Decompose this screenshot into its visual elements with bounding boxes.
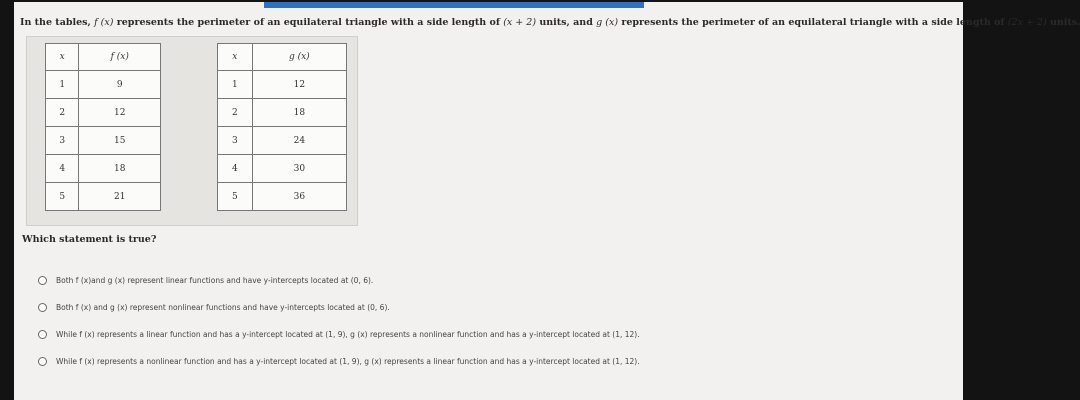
table-f [45,43,161,211]
answer-option[interactable] [38,321,640,348]
answer-options [38,267,640,375]
table-header-row [46,44,161,71]
table-row: 3 24 [218,127,347,155]
answer-option[interactable] [38,267,640,294]
radio-button[interactable] [38,276,47,285]
header-x: x [218,44,253,71]
radio-button[interactable] [38,357,47,366]
table-row: 5 36 [218,183,347,211]
table-row: 2 18 [218,99,347,127]
table-row: 1 9 [46,71,161,99]
progress-bar [264,2,644,8]
answer-option[interactable] [38,348,640,375]
table-header-row [218,44,347,71]
question-page [14,2,1080,400]
prompt-text: Which statement is true? [22,234,157,245]
table-row: 4 18 [46,155,161,183]
option-label: Both f (x)and g (x) represent linear functions and have y-intercepts located at (0, 6). [56,276,374,285]
header-fx: f (x) [79,44,161,71]
radio-button[interactable] [38,303,47,312]
header-x: x [46,44,79,71]
table-row: 2 12 [46,99,161,127]
option-label: While f (x) represents a nonlinear function and has a y-intercept located at (1, 9), g (x) represents a linear function and has a y-intercept located at (1, 12). [56,357,640,366]
question-text: In the tables, f (x) represents the perimeter of an equilateral triangle with a side length of (x + 2) units, and g (x) represents the perimeter of an equilateral triangle with a side length of (2x + 2) units. [20,17,1080,28]
option-label: While f (x) represents a linear function and has a y-intercept located at (1, 9), g (x) represents a nonlinear function and has a y-intercept located at (1, 12). [56,330,640,339]
option-label: Both f (x) and g (x) represent nonlinear functions and have y-intercepts located at (0, 6). [56,303,390,312]
header-gx: g (x) [252,44,346,71]
answer-option[interactable] [38,294,640,321]
tables-panel [26,36,358,226]
table-row: 4 30 [218,155,347,183]
table-row: 1 12 [218,71,347,99]
table-row: 5 21 [46,183,161,211]
table-row: 3 15 [46,127,161,155]
table-g [217,43,347,211]
radio-button[interactable] [38,330,47,339]
